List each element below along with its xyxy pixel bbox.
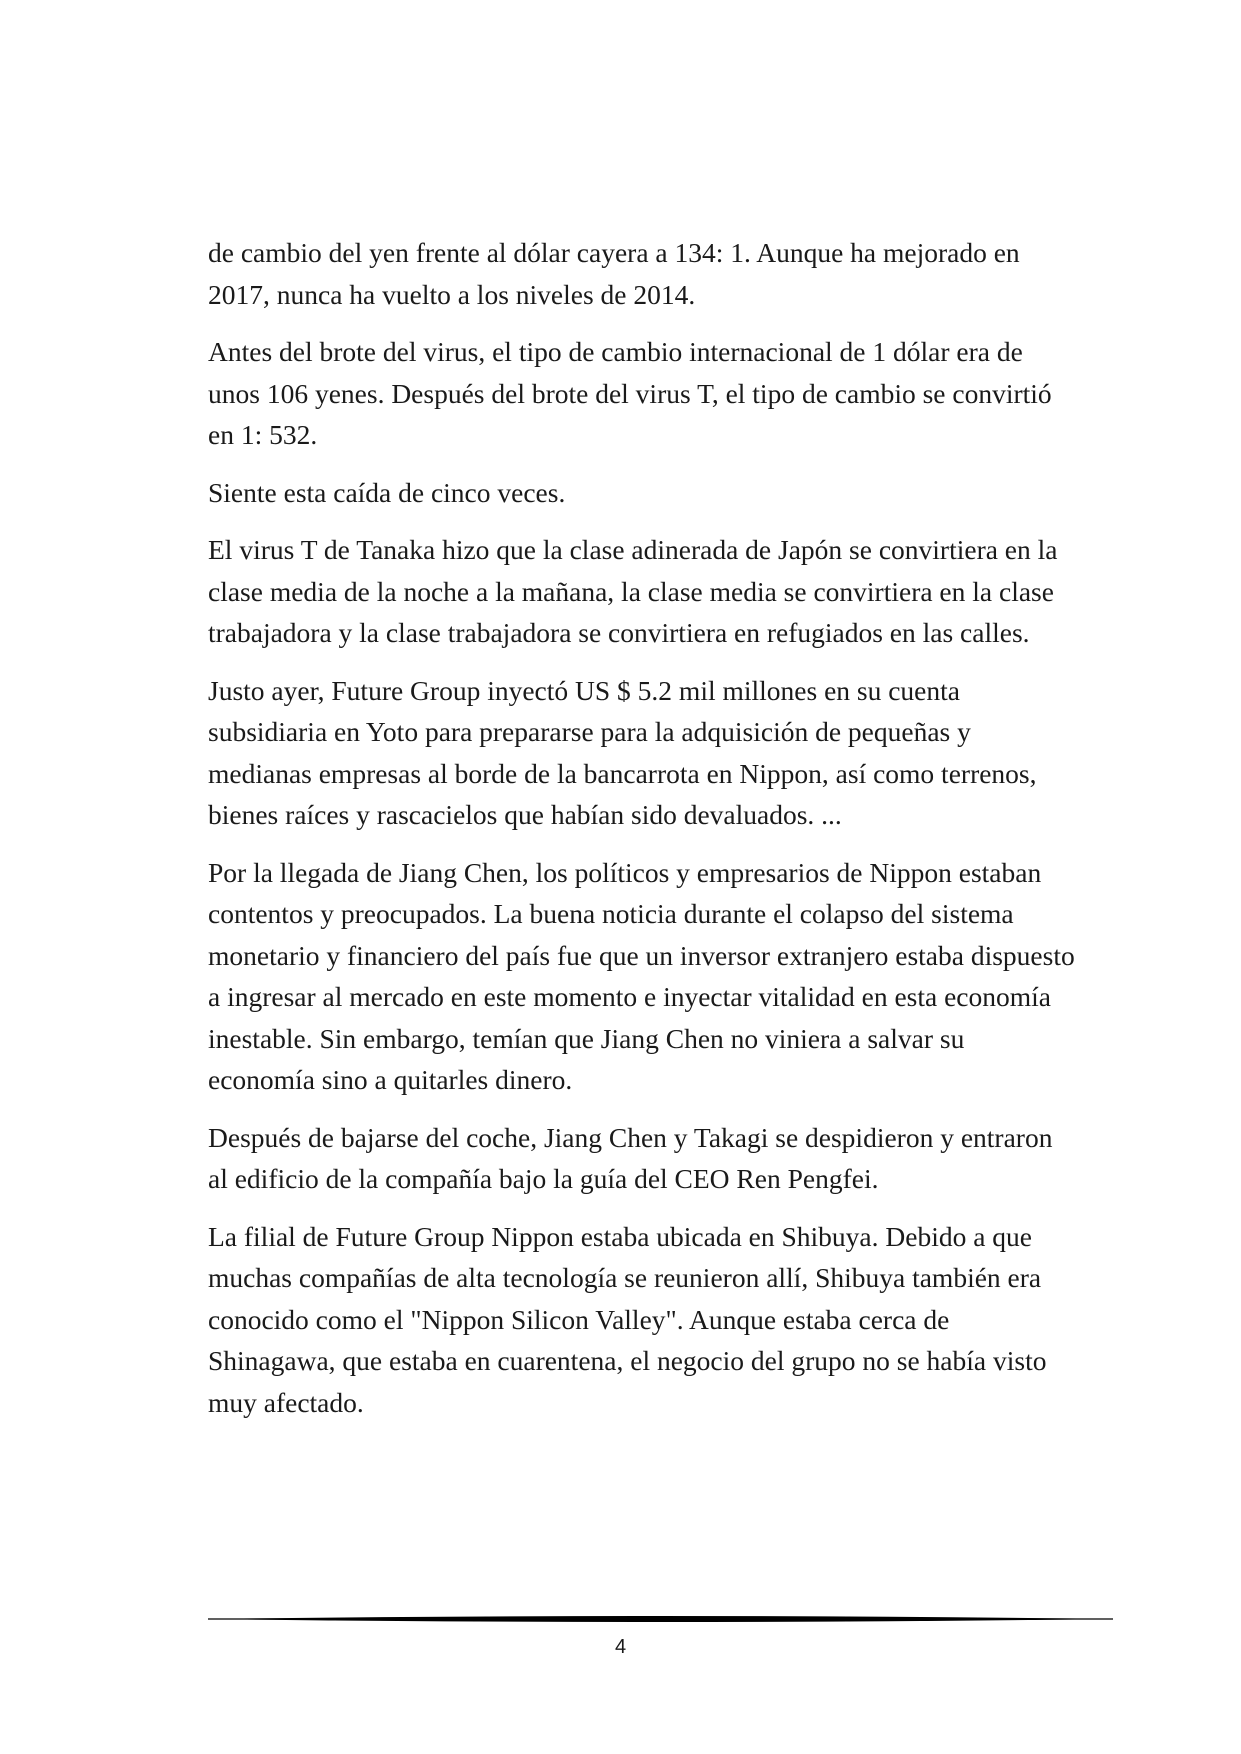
paragraph-1: de cambio del yen frente al dólar cayera a 134: 1. Aunque ha mejorado en 2017, nunca ha vuelto a los niveles de 2014. [208,237,1020,310]
page-number: 4 [614,1636,627,1658]
body-text [208,232,1078,1439]
footer-divider [208,1614,1113,1624]
paragraph-2: Antes del brote del virus, el tipo de cambio internacional de 1 dólar era de unos 106 yenes. Después del brote del virus T, el tipo de cambio se convirtió en 1: 532. [208,336,1052,450]
paragraph-5: Justo ayer, Future Group inyectó US $ 5.2 mil millones en su cuenta subsidiaria en Yoto para prepararse para la adquisición de pequeñas y medianas empresas al borde de la bancarrota en Nippon, así como terrenos, bienes raíces y rascacielos que habían sido devaluados. ... [208,674,1037,830]
paragraph-4: El virus T de Tanaka hizo que la clase adinerada de Japón se convirtiera en la clase media de la noche a la mañana, la clase media se convirtiera en la clase trabajadora y la clase trabajadora se convirtiera en refugiados en las calles. [208,534,1058,648]
paragraph-8: La filial de Future Group Nippon estaba ubicada en Shibuya. Debido a que muchas compañías de alta tecnología se reunieron allí, Shibuya también era conocido como el "Nippon Silicon Valley". Aunque estaba cerca de Shinagawa, que estaba en cuarentena, el negocio del grupo no se había visto muy afectado. [208,1220,1047,1418]
paragraph-6: Por la llegada de Jiang Chen, los políticos y empresarios de Nippon estaban contentos y preocupados. La buena noticia durante el colapso del sistema monetario y financiero del país fue que un inversor extranjero estaba dispuesto a ingresar al mercado en este momento e inyectar vitalidad en esta economía inestable. Sin embargo, temían que Jiang Chen no viniera a salvar su economía sino a quitarles dinero. [208,856,1075,1095]
paragraph-3: Siente esta caída de cinco veces. [208,476,566,508]
paragraph-7: Después de bajarse del coche, Jiang Chen y Takagi se despidieron y entraron al edificio de la compañía bajo la guía del CEO Ren Pengfei. [208,1121,1053,1194]
